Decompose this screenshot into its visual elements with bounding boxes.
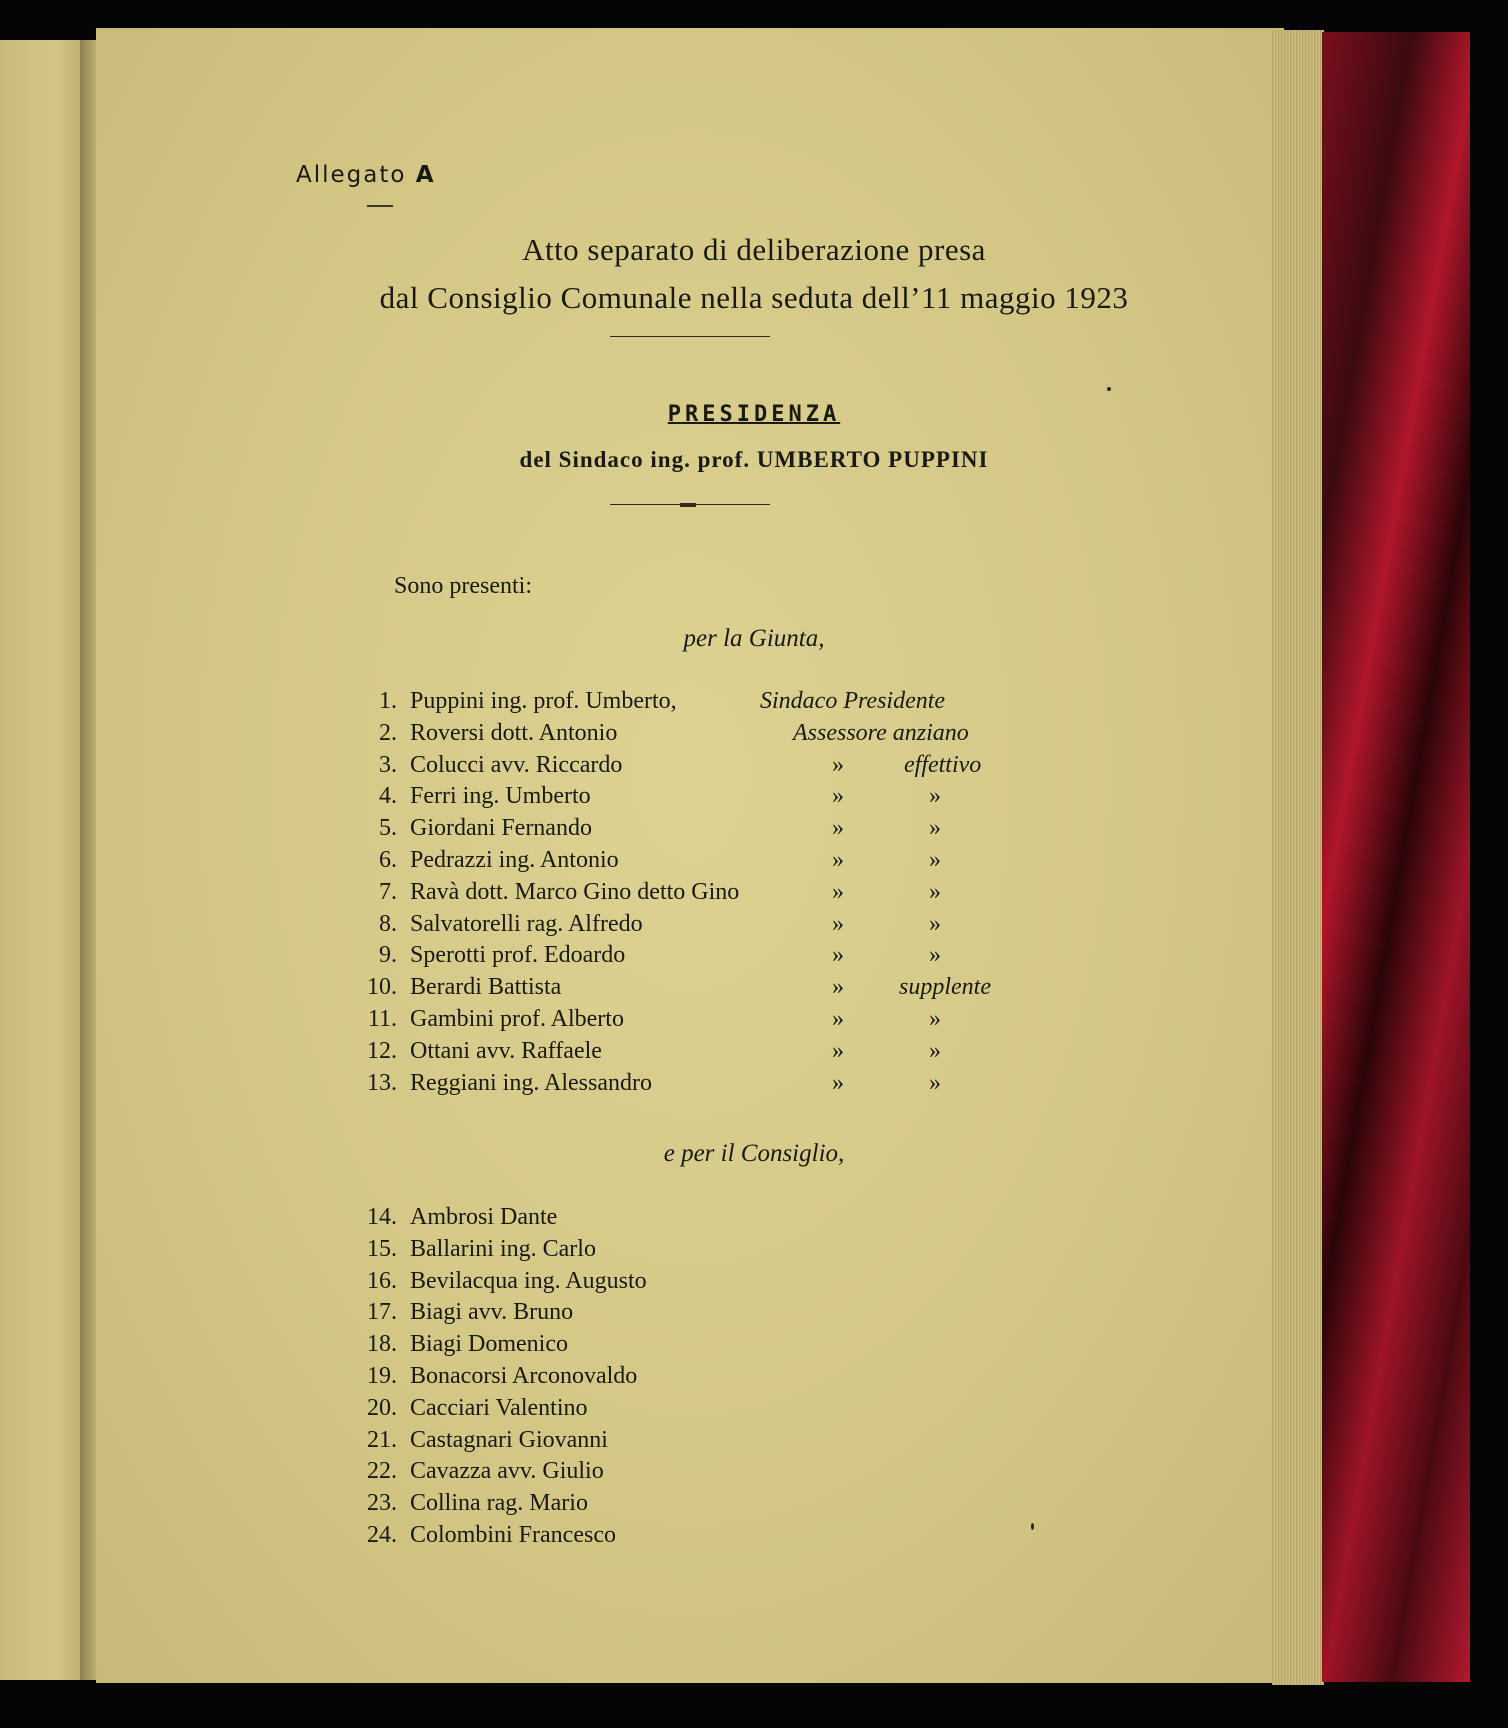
member-name: Gambini prof. Alberto <box>410 1006 624 1032</box>
member-name: Bevilacqua ing. Augusto <box>410 1268 647 1294</box>
list-item <box>0 879 1508 911</box>
member-number: 7. <box>379 879 397 905</box>
member-number: 16. <box>367 1268 397 1294</box>
member-grade: » <box>929 1038 941 1064</box>
list-item <box>0 1268 1508 1300</box>
list-item <box>0 1427 1508 1459</box>
ditto-mark: » <box>832 974 844 1000</box>
presidenza-divider-mark <box>680 503 696 507</box>
list-item <box>0 942 1508 974</box>
list-item <box>0 1395 1508 1427</box>
member-name: Sperotti prof. Edoardo <box>410 942 626 968</box>
member-number: 20. <box>367 1395 397 1421</box>
member-name: Pedrazzi ing. Antonio <box>410 847 619 873</box>
member-name: Ottani avv. Raffaele <box>410 1038 602 1064</box>
member-grade: » <box>929 879 941 905</box>
member-number: 17. <box>367 1299 397 1325</box>
member-name: Biagi avv. Bruno <box>410 1299 574 1325</box>
member-grade: effettivo <box>904 752 982 778</box>
member-grade: » <box>929 942 941 968</box>
giunta-heading: per la Giunta, <box>683 625 825 652</box>
member-grade: » <box>929 783 941 809</box>
member-number: 24. <box>367 1522 397 1548</box>
member-role: Sindaco Presidente <box>760 688 946 714</box>
member-number: 4. <box>379 783 397 809</box>
member-number: 21. <box>367 1427 397 1453</box>
ditto-mark: » <box>832 752 844 778</box>
list-item <box>0 752 1508 784</box>
allegato-label <box>296 162 436 188</box>
member-name: Biagi Domenico <box>410 1331 568 1357</box>
list-item <box>0 847 1508 879</box>
member-number: 22. <box>367 1458 397 1484</box>
member-number: 14. <box>367 1204 397 1230</box>
member-grade: » <box>929 847 941 873</box>
ditto-mark: » <box>832 879 844 905</box>
list-item <box>0 1236 1508 1268</box>
list-item <box>0 1363 1508 1395</box>
member-name: Ferri ing. Umberto <box>410 783 591 809</box>
list-item <box>0 1458 1508 1490</box>
member-name: Castagnari Giovanni <box>410 1427 608 1453</box>
member-number: 15. <box>367 1236 397 1262</box>
member-name: Ravà dott. Marco Gino detto Gino <box>410 879 740 905</box>
allegato-dash <box>367 205 393 207</box>
consiglio-heading: e per il Consiglio, <box>663 1140 845 1167</box>
ditto-mark: » <box>832 911 844 937</box>
member-number: 18. <box>367 1331 397 1357</box>
list-item <box>0 720 1508 752</box>
member-name: Berardi Battista <box>410 974 562 1000</box>
member-name: Salvatorelli rag. Alfredo <box>410 911 643 937</box>
member-grade: » <box>929 1070 941 1096</box>
presidenza-heading: PRESIDENZA <box>667 402 841 427</box>
member-role: Assessore anziano <box>793 720 969 746</box>
member-grade: » <box>929 911 941 937</box>
sindaco-subheading: del Sindaco ing. prof. UMBERTO PUPPINI <box>519 447 989 472</box>
member-name: Bonacorsi Arconovaldo <box>410 1363 638 1389</box>
member-number: 11. <box>367 1006 397 1032</box>
member-name: Cacciari Valentino <box>410 1395 588 1421</box>
member-name: Collina rag. Mario <box>410 1490 588 1516</box>
member-number: 6. <box>379 847 397 873</box>
attendance-intro: Sono presenti: <box>394 573 532 599</box>
member-number: 5. <box>379 815 397 841</box>
list-item <box>0 1204 1508 1236</box>
member-grade: » <box>929 1006 941 1032</box>
member-name: Roversi dott. Antonio <box>410 720 618 746</box>
member-grade: » <box>929 815 941 841</box>
list-item <box>0 974 1508 1006</box>
member-number: 8. <box>379 911 397 937</box>
member-name: Ballarini ing. Carlo <box>410 1236 596 1262</box>
title-divider <box>610 336 770 337</box>
ditto-mark: » <box>832 1006 844 1032</box>
member-number: 10. <box>367 974 397 1000</box>
member-number: 1. <box>379 688 397 714</box>
page-speck <box>1107 387 1111 391</box>
member-number: 13. <box>367 1070 397 1096</box>
member-number: 3. <box>379 752 397 778</box>
member-name: Reggiani ing. Alessandro <box>410 1070 652 1096</box>
member-name: Cavazza avv. Giulio <box>410 1458 604 1484</box>
title-line-2: dal Consiglio Comunale nella seduta dell’11 maggio 1923 <box>379 280 1129 315</box>
list-item <box>0 911 1508 943</box>
member-number: 2. <box>379 720 397 746</box>
allegato-word: Allegato <box>296 162 407 188</box>
page-speck <box>1031 1523 1034 1530</box>
ditto-mark: » <box>832 783 844 809</box>
ditto-mark: » <box>832 1038 844 1064</box>
list-item <box>0 815 1508 847</box>
ditto-mark: » <box>832 815 844 841</box>
member-name: Puppini ing. prof. Umberto, <box>410 688 677 714</box>
list-item <box>0 783 1508 815</box>
list-item <box>0 1522 1508 1554</box>
member-name: Colombini Francesco <box>410 1522 616 1548</box>
member-number: 9. <box>379 942 397 968</box>
list-item <box>0 1331 1508 1363</box>
list-item <box>0 1038 1508 1070</box>
list-item <box>0 688 1508 720</box>
list-item <box>0 1299 1508 1331</box>
list-item <box>0 1070 1508 1102</box>
ditto-mark: » <box>832 942 844 968</box>
member-name: Colucci avv. Riccardo <box>410 752 623 778</box>
member-name: Ambrosi Dante <box>410 1204 558 1230</box>
member-number: 12. <box>367 1038 397 1064</box>
ditto-mark: » <box>832 847 844 873</box>
member-number: 23. <box>367 1490 397 1516</box>
member-grade: supplente <box>899 974 991 1000</box>
allegato-letter: A <box>415 162 436 188</box>
member-number: 19. <box>367 1363 397 1389</box>
list-item <box>0 1006 1508 1038</box>
list-item <box>0 1490 1508 1522</box>
ditto-mark: » <box>832 1070 844 1096</box>
member-name: Giordani Fernando <box>410 815 592 841</box>
title-line-1: Atto separato di deliberazione presa <box>522 232 986 267</box>
